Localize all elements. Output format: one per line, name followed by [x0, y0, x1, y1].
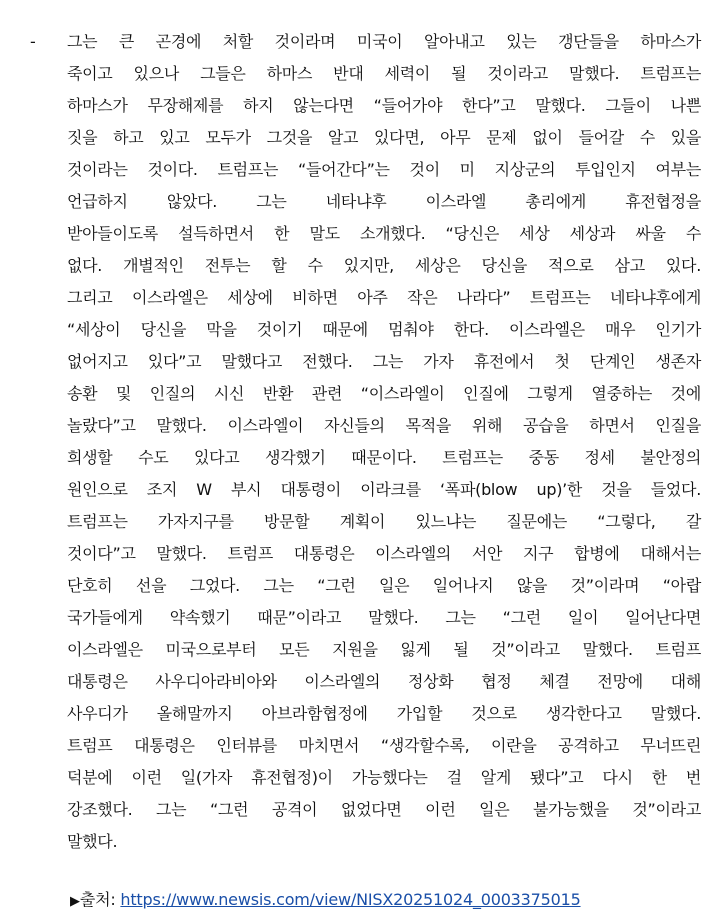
- paragraph-line: 강조했다. 그는 “그런 공격이 없었다면 이런 일은 불가능했을 것”이라고: [67, 800, 701, 819]
- paragraph-line: 트럼프는 가자지구를 방문할 계획이 있느냐는 질문에는 “그렇다, 갈: [67, 512, 701, 531]
- paragraph-line: 언급하지 않았다. 그는 네타냐후 이스라엘 총리에게 휴전협정을: [67, 192, 701, 211]
- paragraph-line: 짓을 하고 있고 모두가 그것을 알고 있다면, 아무 문제 없이 들어갈 수 있을: [67, 128, 701, 147]
- paragraph-line: 그리고 이스라엘은 세상에 비하면 아주 작은 나라다” 트럼프는 네타냐후에게: [67, 288, 701, 307]
- paragraph-line: 없다. 개별적인 전투는 할 수 있지만, 세상은 당신을 적으로 삼고 있다.: [67, 256, 701, 275]
- paragraph-line: 희생할 수도 있다고 생각했기 때문이다. 트럼프는 중동 정세 불안정의: [67, 448, 701, 467]
- source-line: [70, 888, 581, 914]
- paragraph-line: 이스라엘은 미국으로부터 모든 지원을 잃게 될 것”이라고 말했다. 트럼프: [67, 640, 701, 659]
- source-link[interactable]: https://www.newsis.com/view/NISX20251024_0003375015: [120, 890, 581, 909]
- paragraph-line: 원인으로 조지 W 부시 대통령이 이라크를 ‘폭파(blow up)’한 것을 들었다.: [67, 480, 701, 499]
- paragraph-line: 하마스가 무장해제를 하지 않는다면 “들어가야 한다”고 말했다. 그들이 나쁜: [67, 96, 701, 115]
- paragraph-line: 말했다.: [67, 832, 118, 851]
- paragraph-line: 송환 및 인질의 시신 반환 관련 “이스라엘이 인질에 그렇게 열중하는 것에: [67, 384, 701, 403]
- paragraph-line: 단호히 선을 그었다. 그는 “그런 일은 일어나지 않을 것”이라며 “아랍: [67, 576, 701, 595]
- paragraph-line: 것이다”고 말했다. 트럼프 대통령은 이스라엘의 서안 지구 합병에 대해서는: [67, 544, 701, 563]
- paragraph-line: 것이라는 것이다. 트럼프는 “들어간다”는 것이 미 지상군의 투입인지 여부는: [67, 160, 701, 179]
- paragraph-line: 트럼프 대통령은 인터뷰를 마치면서 “생각할수록, 이란을 공격하고 무너뜨린: [67, 736, 701, 755]
- paragraph-line: 죽이고 있으나 그들은 하마스 반대 세력이 될 것이라고 말했다. 트럼프는: [67, 64, 701, 83]
- paragraph-line: 그는 큰 곤경에 처할 것이라며 미국이 알아내고 있는 갱단들을 하마스가: [67, 32, 701, 51]
- paragraph-line: 국가들에게 약속했기 때문”이라고 말했다. 그는 “그런 일이 일어난다면: [67, 608, 701, 627]
- source-label: 출처:: [79, 890, 121, 909]
- paragraph-line: 대통령은 사우디아라비아와 이스라엘의 정상화 협정 체결 전망에 대해: [67, 672, 701, 691]
- paragraph-line: 놀랐다”고 말했다. 이스라엘이 자신들의 목적을 위해 공습을 하면서 인질을: [67, 416, 701, 435]
- paragraph-line: 덕분에 이런 일(가자 휴전협정)이 가능했다는 걸 알게 됐다”고 다시 한 번: [67, 768, 701, 787]
- article-paragraph: [67, 26, 701, 858]
- paragraph-line: 없어지고 있다”고 말했다고 전했다. 그는 가자 휴전에서 첫 단계인 생존자: [67, 352, 701, 371]
- paragraph-line: “세상이 당신을 막을 것이기 때문에 멈춰야 한다. 이스라엘은 매우 인기가: [67, 320, 701, 339]
- paragraph-line: 사우디가 올해말까지 아브라함협정에 가입할 것으로 생각한다고 말했다.: [67, 704, 701, 723]
- paragraph-line: 받아들이도록 설득하면서 한 말도 소개했다. “당신은 세상 세상과 싸울 수: [67, 224, 701, 243]
- source-arrow-icon: ▶: [70, 894, 80, 909]
- bullet-dash: -: [30, 32, 36, 51]
